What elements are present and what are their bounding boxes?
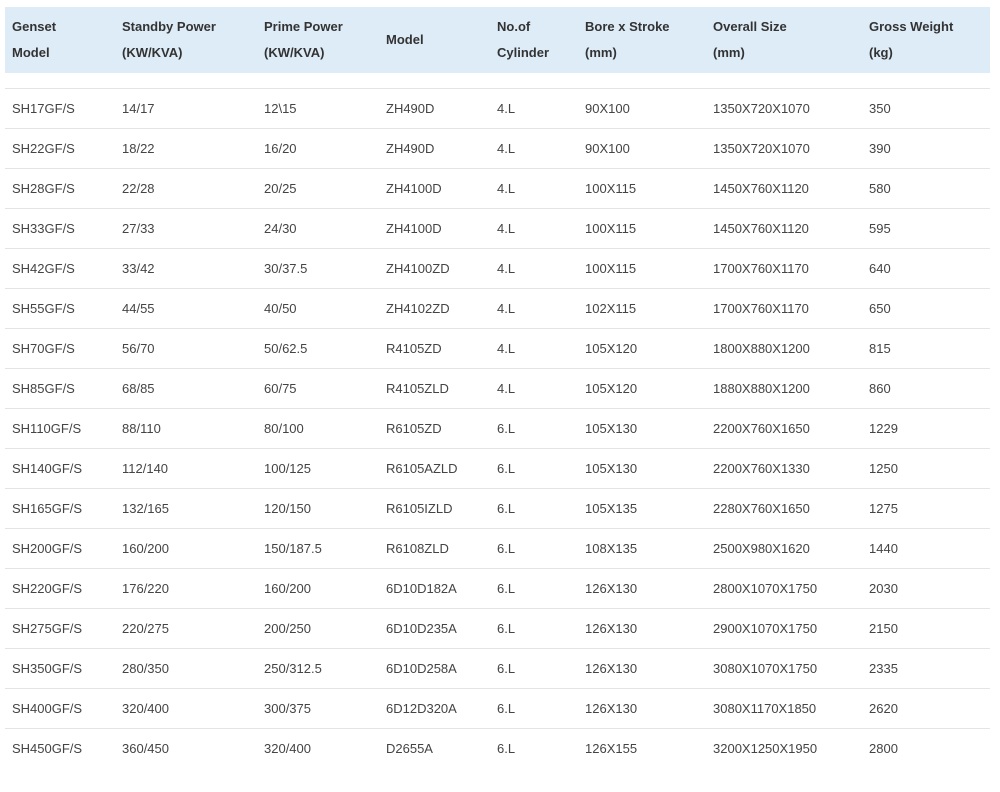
cell-engine-model: R6105AZLD [386,460,458,476]
table-row [5,688,990,728]
cell-cylinder-count: 4.L [497,260,516,276]
column-header-line: (kg) [869,45,893,60]
cell-overall-size: 1700X760X1170 [713,300,809,316]
cell-engine-model: ZH4100ZD [386,260,450,276]
column-header-genset-model [5,7,115,73]
cell-bore-stroke: 105X120 [585,380,638,396]
cell-prime-power: 250/312.5 [264,660,322,676]
cell-prime-power: 40/50 [264,300,297,316]
cell-overall-size: 1450X760X1120 [713,220,809,236]
table-row [5,448,990,488]
cell-genset-model: SH28GF/S [12,180,75,196]
cell-bore-stroke: 126X130 [585,700,638,716]
cell-genset-model: SH42GF/S [12,260,75,276]
cell-engine-model: R4105ZD [386,340,442,356]
cell-gross-weight: 2335 [869,660,898,676]
cell-standby-power: 56/70 [122,340,155,356]
header-spacer [5,73,990,88]
cell-genset-model: SH17GF/S [12,100,75,116]
cell-bore-stroke: 126X130 [585,660,638,676]
column-header-line: Gross Weight [869,19,954,34]
column-header-cylinder-count [490,7,578,73]
cell-overall-size: 1700X760X1170 [713,260,809,276]
cell-cylinder-count: 4.L [497,100,516,116]
column-header-line: Prime Power [264,19,343,34]
cell-genset-model: SH70GF/S [12,340,75,356]
column-header-line: Model [12,45,50,60]
cell-engine-model: R6105IZLD [386,500,453,516]
cell-cylinder-count: 6.L [497,580,516,596]
cell-standby-power: 27/33 [122,220,155,236]
cell-genset-model: SH85GF/S [12,380,75,396]
column-header-standby-power [115,7,257,73]
cell-gross-weight: 860 [869,380,891,396]
cell-prime-power: 16/20 [264,140,297,156]
table-row [5,128,990,168]
cell-standby-power: 22/28 [122,180,155,196]
table-row [5,208,990,248]
cell-gross-weight: 815 [869,340,891,356]
cell-engine-model: 6D10D235A [386,620,457,636]
cell-overall-size: 2900X1070X1750 [713,620,818,636]
cell-bore-stroke: 90X100 [585,100,630,116]
cell-standby-power: 112/140 [122,460,169,476]
cell-gross-weight: 1229 [869,420,898,436]
cell-prime-power: 24/30 [264,220,297,236]
cell-engine-model: R4105ZLD [386,380,449,396]
cell-bore-stroke: 100X115 [585,220,637,236]
cell-bore-stroke: 105X120 [585,340,638,356]
cell-standby-power: 132/165 [122,500,169,516]
cell-gross-weight: 595 [869,220,891,236]
cell-genset-model: SH275GF/S [12,620,83,636]
cell-cylinder-count: 4.L [497,340,516,356]
cell-prime-power: 80/100 [264,420,304,436]
cell-standby-power: 68/85 [122,380,155,396]
cell-prime-power: 150/187.5 [264,540,322,556]
cell-prime-power: 20/25 [264,180,297,196]
cell-bore-stroke: 126X130 [585,580,638,596]
genset-spec-table [5,7,990,768]
header-row [5,7,990,73]
cell-standby-power: 220/275 [122,620,169,636]
cell-bore-stroke: 100X115 [585,180,637,196]
cell-cylinder-count: 4.L [497,300,516,316]
cell-gross-weight: 580 [869,180,891,196]
cell-bore-stroke: 126X130 [585,620,638,636]
spec-table-container [5,7,990,768]
cell-gross-weight: 2620 [869,700,898,716]
cell-engine-model: ZH4100D [386,220,442,236]
cell-standby-power: 88/110 [122,420,161,436]
cell-standby-power: 160/200 [122,540,169,556]
cell-standby-power: 176/220 [122,580,169,596]
cell-gross-weight: 1440 [869,540,898,556]
cell-bore-stroke: 105X130 [585,420,638,436]
cell-engine-model: 6D12D320A [386,700,457,716]
table-row [5,368,990,408]
cell-gross-weight: 350 [869,100,891,116]
cell-standby-power: 33/42 [122,260,155,276]
cell-cylinder-count: 6.L [497,460,516,476]
table-row [5,608,990,648]
cell-overall-size: 2280X760X1650 [713,500,810,516]
cell-bore-stroke: 108X135 [585,540,638,556]
cell-overall-size: 2200X760X1330 [713,460,810,476]
column-header-line: Model [386,32,424,47]
cell-prime-power: 100/125 [264,460,311,476]
table-row [5,88,990,128]
column-header-prime-power [257,7,379,73]
cell-overall-size: 2800X1070X1750 [713,580,818,596]
cell-gross-weight: 1250 [869,460,898,476]
cell-cylinder-count: 6.L [497,660,516,676]
cell-engine-model: R6105ZD [386,420,442,436]
cell-overall-size: 2500X980X1620 [713,540,810,556]
cell-overall-size: 1880X880X1200 [713,380,810,396]
column-header-line: (KW/KVA) [264,45,325,60]
cell-overall-size: 3080X1170X1850 [713,700,817,716]
cell-standby-power: 280/350 [122,660,169,676]
cell-engine-model: ZH490D [386,140,435,156]
cell-bore-stroke: 105X135 [585,500,638,516]
cell-prime-power: 12\15 [264,100,297,116]
column-header-line: Genset [12,19,57,34]
cell-genset-model: SH220GF/S [12,580,83,596]
column-header-line: (KW/KVA) [122,45,183,60]
cell-engine-model: R6108ZLD [386,540,449,556]
table-header [5,7,990,73]
cell-prime-power: 300/375 [264,700,311,716]
cell-genset-model: SH200GF/S [12,540,83,556]
cell-cylinder-count: 4.L [497,180,516,196]
cell-gross-weight: 390 [869,140,891,156]
cell-cylinder-count: 6.L [497,700,516,716]
cell-bore-stroke: 90X100 [585,140,630,156]
column-header-line: Cylinder [497,45,550,60]
column-header-line: No.of [497,19,531,34]
cell-engine-model: 6D10D182A [386,580,457,596]
table-row [5,408,990,448]
cell-genset-model: SH22GF/S [12,140,75,156]
table-body [5,73,990,768]
cell-cylinder-count: 4.L [497,140,516,156]
cell-bore-stroke: 100X115 [585,260,637,276]
column-header-overall-size [706,7,862,73]
table-row [5,248,990,288]
cell-standby-power: 360/450 [122,740,169,756]
cell-bore-stroke: 105X130 [585,460,638,476]
cell-gross-weight: 650 [869,300,891,316]
cell-cylinder-count: 4.L [497,380,516,396]
cell-overall-size: 1350X720X1070 [713,140,810,156]
cell-cylinder-count: 6.L [497,540,516,556]
cell-genset-model: SH165GF/S [12,500,83,516]
table-row [5,488,990,528]
cell-overall-size: 1350X720X1070 [713,100,810,116]
cell-gross-weight: 1275 [869,500,898,516]
cell-genset-model: SH55GF/S [12,300,75,316]
cell-standby-power: 320/400 [122,700,169,716]
cell-engine-model: ZH4100D [386,180,442,196]
column-header-line: (mm) [585,45,617,60]
cell-engine-model: 6D10D258A [386,660,457,676]
cell-overall-size: 3200X1250X1950 [713,740,818,756]
cell-gross-weight: 2030 [869,580,898,596]
cell-engine-model: ZH4102ZD [386,300,450,316]
cell-overall-size: 3080X1070X1750 [713,660,818,676]
cell-prime-power: 200/250 [264,620,311,636]
cell-cylinder-count: 6.L [497,740,516,756]
cell-bore-stroke: 126X155 [585,740,638,756]
cell-gross-weight: 640 [869,260,891,276]
cell-prime-power: 320/400 [264,740,311,756]
cell-genset-model: SH110GF/S [12,420,82,436]
cell-prime-power: 50/62.5 [264,340,308,356]
table-row [5,288,990,328]
cell-standby-power: 44/55 [122,300,155,316]
table-row [5,728,990,768]
table-row [5,568,990,608]
cell-overall-size: 1800X880X1200 [713,340,810,356]
column-header-line: Standby Power [122,19,216,34]
table-row [5,328,990,368]
column-header-line: Bore x Stroke [585,19,670,34]
table-row [5,168,990,208]
cell-prime-power: 120/150 [264,500,311,516]
cell-genset-model: SH140GF/S [12,460,83,476]
cell-prime-power: 160/200 [264,580,311,596]
cell-overall-size: 1450X760X1120 [713,180,809,196]
cell-genset-model: SH450GF/S [12,740,83,756]
cell-engine-model: ZH490D [386,100,435,116]
column-header-line: Overall Size [713,19,787,34]
cell-standby-power: 18/22 [122,140,155,156]
column-header-gross-weight [862,7,990,73]
cell-gross-weight: 2150 [869,620,898,636]
cell-cylinder-count: 6.L [497,500,516,516]
cell-engine-model: D2655A [386,740,433,756]
column-header-engine-model [379,7,490,73]
cell-overall-size: 2200X760X1650 [713,420,810,436]
column-header-line: (mm) [713,45,745,60]
column-header-bore-stroke [578,7,706,73]
cell-cylinder-count: 6.L [497,620,516,636]
table-row [5,648,990,688]
table-row [5,528,990,568]
cell-cylinder-count: 6.L [497,420,516,436]
cell-cylinder-count: 4.L [497,220,516,236]
cell-gross-weight: 2800 [869,740,898,756]
cell-genset-model: SH400GF/S [12,700,83,716]
cell-bore-stroke: 102X115 [585,300,637,316]
cell-prime-power: 60/75 [264,380,297,396]
cell-standby-power: 14/17 [122,100,155,116]
cell-genset-model: SH350GF/S [12,660,83,676]
cell-genset-model: SH33GF/S [12,220,75,236]
cell-prime-power: 30/37.5 [264,260,308,276]
